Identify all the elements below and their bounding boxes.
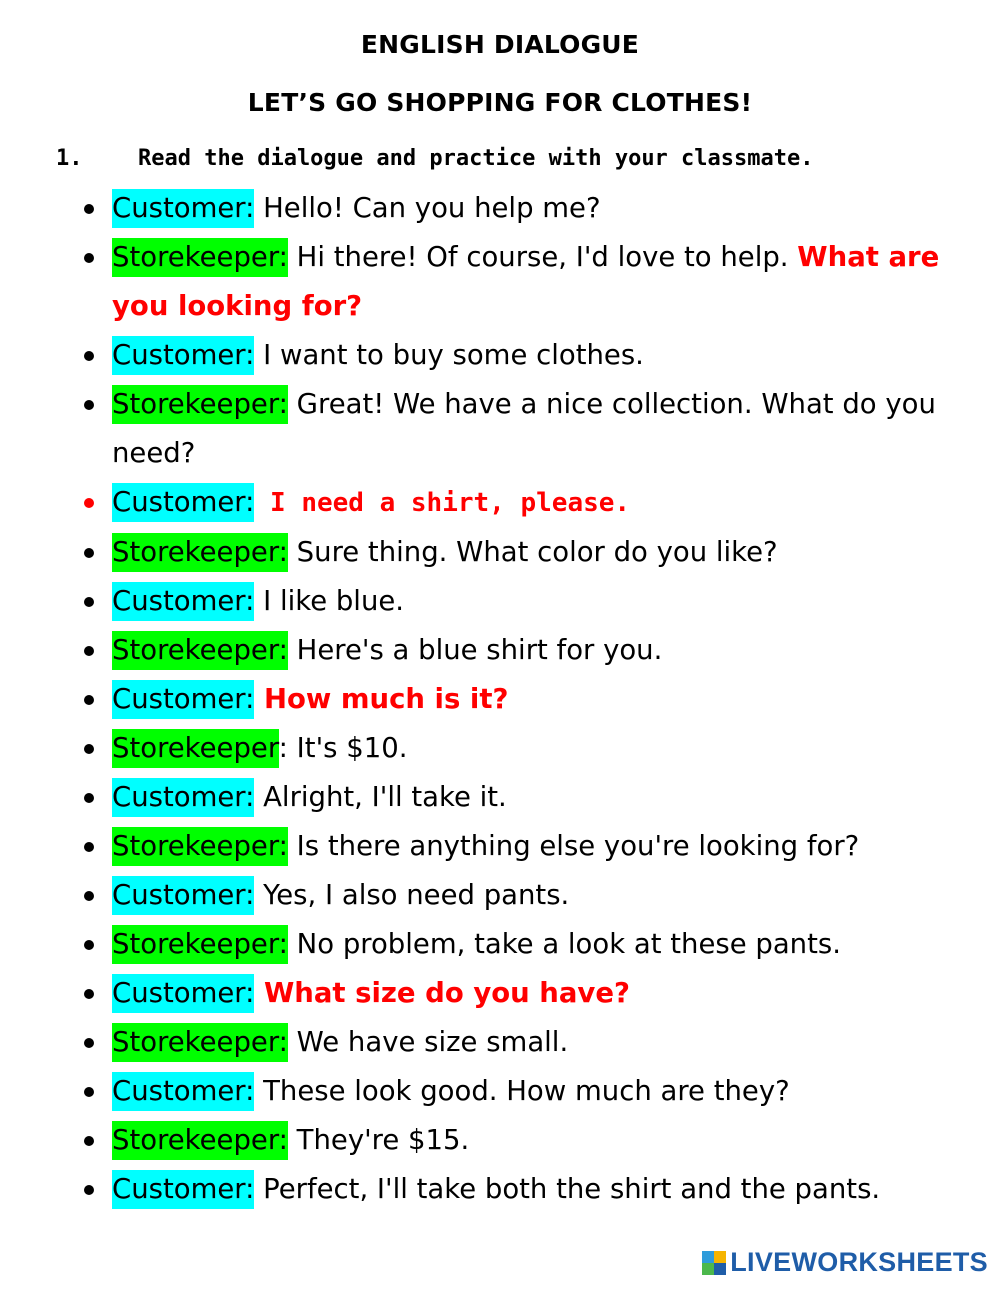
speaker-storekeeper: Storekeeper:: [112, 1023, 288, 1062]
instruction: [56, 146, 814, 171]
dialogue-list: [0, 184, 1000, 1214]
logo-text: LIVEWORKSHEETS: [730, 1247, 988, 1277]
line-text: : It's $10.: [278, 732, 408, 764]
line-text: No problem, take a look at these pants.: [287, 928, 841, 960]
line-text: Hi there! Of course, I'd love to help.: [287, 241, 798, 273]
dialogue-line: [0, 577, 1000, 626]
dialogue-line: [0, 380, 1000, 478]
speaker-storekeeper: Storekeeper: [112, 729, 279, 768]
line-text: I like blue.: [254, 585, 405, 617]
speaker-customer: Customer:: [112, 189, 254, 228]
speaker-storekeeper: Storekeeper:: [112, 533, 288, 572]
speaker-storekeeper: Storekeeper:: [112, 238, 288, 277]
bullet-icon: [84, 1136, 94, 1146]
speaker-customer: Customer:: [112, 680, 254, 719]
dialogue-line: [0, 528, 1000, 577]
speaker-customer: Customer:: [112, 778, 254, 817]
bullet-icon: [84, 744, 94, 754]
dialogue-line: [0, 822, 1000, 871]
dialogue-line: [0, 233, 1000, 331]
page-title: ENGLISH DIALOGUE: [360, 30, 640, 59]
dialogue-line: [0, 871, 1000, 920]
bullet-icon: [84, 793, 94, 803]
speaker-storekeeper: Storekeeper:: [112, 1121, 288, 1160]
line-emphasis: I need a shirt, please.: [254, 488, 631, 518]
dialogue-line: [0, 626, 1000, 675]
line-text: We have size small.: [287, 1026, 569, 1058]
dialogue-line: [0, 1018, 1000, 1067]
bullet-icon: [84, 597, 94, 607]
line-text: Great! We have a nice collection. What do you need?: [112, 388, 936, 469]
bullet-icon: [84, 400, 94, 410]
dialogue-line: [0, 184, 1000, 233]
line-text: I want to buy some clothes.: [254, 339, 644, 371]
line-emphasis: What size do you have?: [254, 977, 630, 1009]
line-text: Perfect, I'll take both the shirt and the pants.: [254, 1173, 881, 1205]
dialogue-line: [0, 1165, 1000, 1214]
bullet-icon: [84, 498, 94, 508]
bullet-icon: [84, 204, 94, 214]
speaker-customer: Customer:: [112, 483, 254, 522]
line-text: Hello! Can you help me?: [254, 192, 601, 224]
speaker-customer: Customer:: [112, 582, 254, 621]
bullet-icon: [84, 891, 94, 901]
dialogue-line: [0, 331, 1000, 380]
line-text: Yes, I also need pants.: [254, 879, 570, 911]
bullet-icon: [84, 1185, 94, 1195]
dialogue-line: [0, 1067, 1000, 1116]
dialogue-line: [0, 969, 1000, 1018]
line-text: Alright, I'll take it.: [254, 781, 507, 813]
speaker-customer: Customer:: [112, 336, 254, 375]
bullet-icon: [84, 548, 94, 558]
bullet-icon: [84, 1038, 94, 1048]
speaker-storekeeper: Storekeeper:: [112, 827, 288, 866]
bullet-icon: [84, 695, 94, 705]
speaker-customer: Customer:: [112, 1170, 254, 1209]
line-text: These look good. How much are they?: [254, 1075, 790, 1107]
instruction-text: Read the dialogue and practice with your classmate.: [138, 146, 814, 171]
bullet-icon: [84, 646, 94, 656]
speaker-customer: Customer:: [112, 1072, 254, 1111]
bullet-icon: [84, 989, 94, 999]
instruction-number: 1.: [56, 146, 83, 171]
line-text: Sure thing. What color do you like?: [287, 536, 778, 568]
dialogue-line: [0, 675, 1000, 724]
speaker-storekeeper: Storekeeper:: [112, 631, 288, 670]
speaker-storekeeper: Storekeeper:: [112, 925, 288, 964]
line-text: Here's a blue shirt for you.: [287, 634, 663, 666]
liveworksheets-logo[interactable]: [702, 1247, 988, 1278]
bullet-icon: [84, 351, 94, 361]
dialogue-line: [0, 920, 1000, 969]
bullet-icon: [84, 1087, 94, 1097]
dialogue-line: [0, 478, 1000, 528]
line-text: Is there anything else you're looking for?: [287, 830, 860, 862]
speaker-customer: Customer:: [112, 876, 254, 915]
bullet-icon: [84, 842, 94, 852]
line-emphasis: What are you looking for?: [112, 241, 940, 322]
liveworksheets-logo-icon: [702, 1251, 726, 1275]
bullet-icon: [84, 940, 94, 950]
dialogue-line: [0, 773, 1000, 822]
bullet-icon: [84, 253, 94, 263]
line-emphasis: How much is it?: [254, 683, 509, 715]
speaker-storekeeper: Storekeeper:: [112, 385, 288, 424]
speaker-customer: Customer:: [112, 974, 254, 1013]
line-text: They're $15.: [287, 1124, 470, 1156]
dialogue-line: [0, 1116, 1000, 1165]
page-subtitle: LET’S GO SHOPPING FOR CLOTHES!: [247, 88, 753, 117]
dialogue-line: [0, 724, 1000, 773]
